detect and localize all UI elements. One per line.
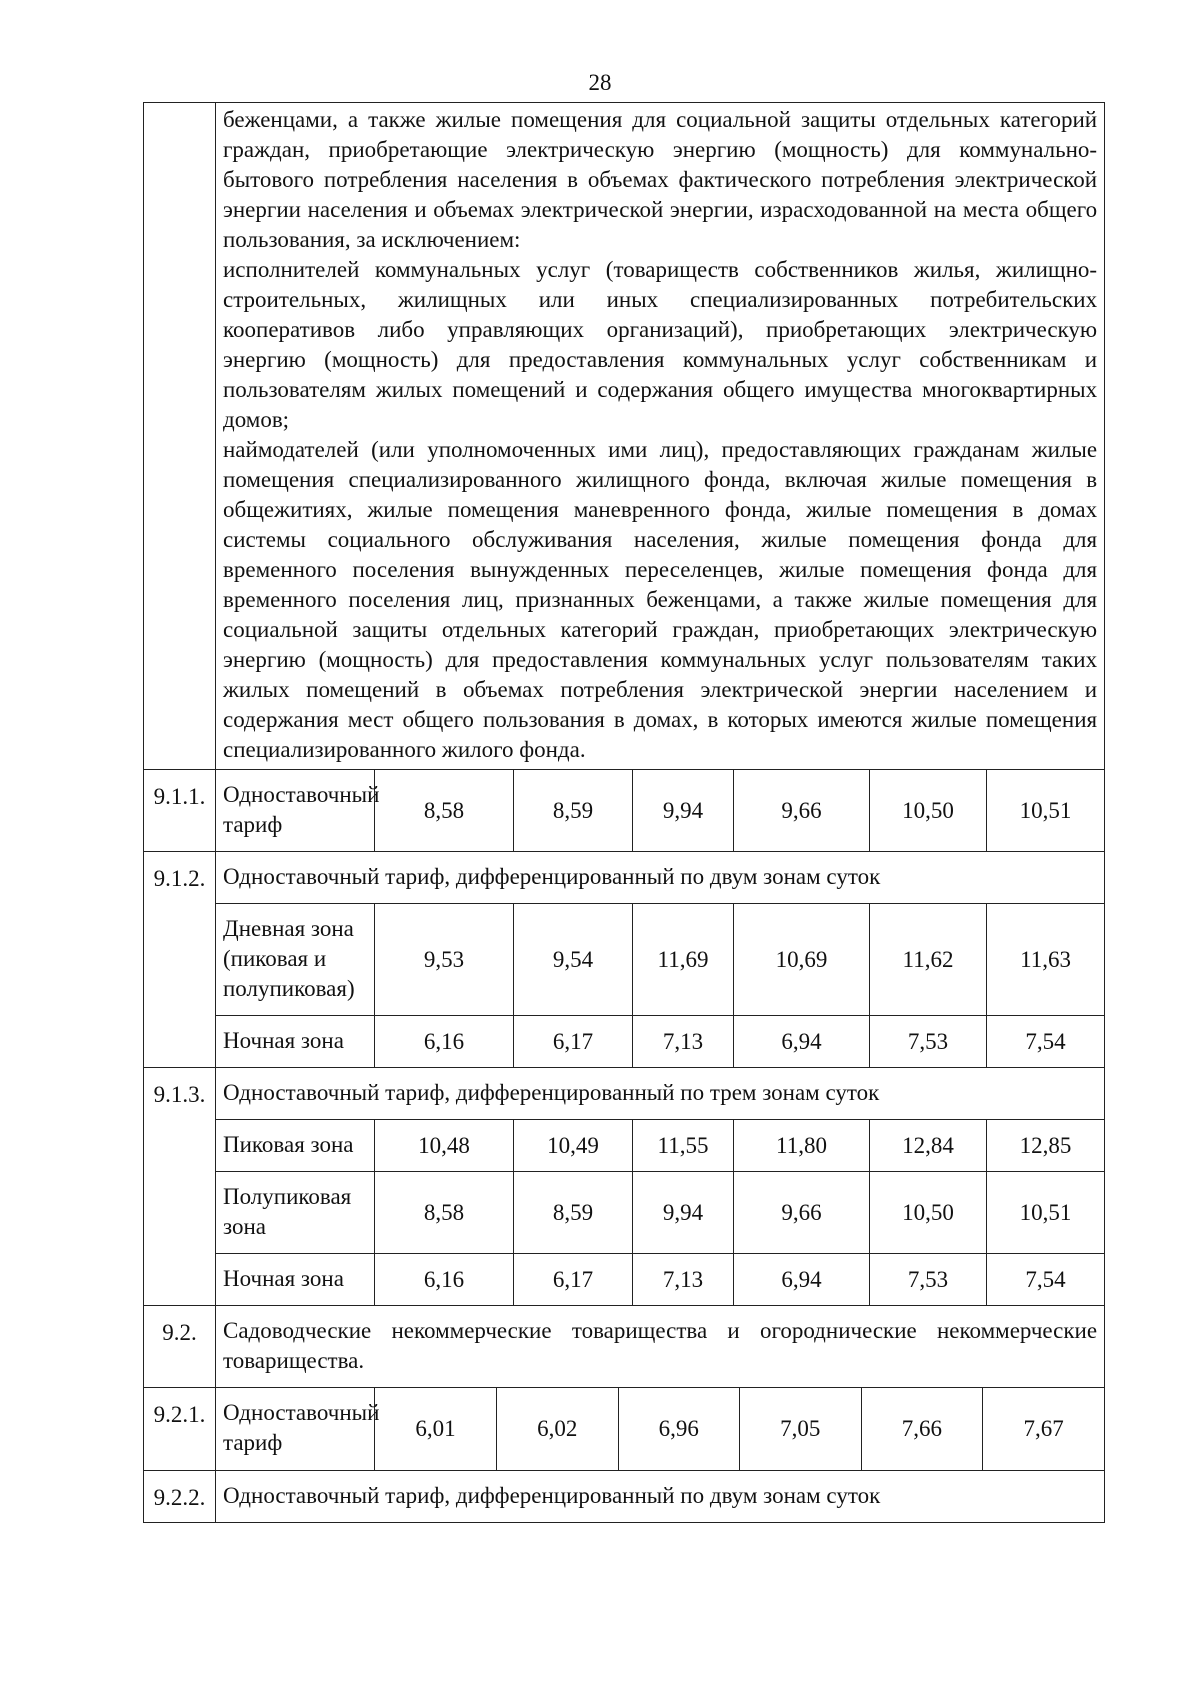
values-group [375, 1388, 1105, 1471]
row-9-1-2-night [144, 1016, 1105, 1068]
value-cell: 8,59 [514, 770, 633, 852]
value-cell: 6,96 [618, 1388, 740, 1470]
value-cell: 10,49 [514, 1120, 633, 1172]
value-cell: 8,58 [375, 770, 514, 852]
row-9-1-2-header [144, 852, 1105, 904]
row-label: Одноставочный тариф [216, 1388, 375, 1471]
value-cell: 7,13 [633, 1254, 734, 1306]
row-9-1-3-night [144, 1254, 1105, 1306]
value-cell: 9,94 [633, 770, 734, 852]
value-cell: 6,16 [375, 1254, 514, 1306]
value-cell: 9,94 [633, 1172, 734, 1254]
continuation-row [144, 103, 1105, 770]
value-cell: 7,67 [983, 1388, 1105, 1470]
row-9-1-3-peak [144, 1120, 1105, 1172]
intro-paragraph: наймодателей (или уполномоченных ими лиц), предоставляющих гражданам жилые помещения специализированного жилищного фонда, включая жилые помещения в общежитиях, жилые помещения маневренного фонда, жилые помещения в домах системы социального обслуживания населения, жилые помещения фонда для временного поселения вынужденных переселенцев, жилые помещения фонда для временного поселения лиц, признанных беженцами, а также жилые помещения для социальной защиты отдельных категорий граждан, приобретающих электрическую энергию (мощность) для предоставления коммунальных услуг пользователям таких жилых помещений в объемах потребления электрической энергии населением и содержания мест общего пользования в домах, в которых имеются жилые помещения специализированного жилого фонда. [223, 437, 1098, 762]
value-cell: 6,94 [734, 1254, 870, 1306]
section-text [216, 1306, 1105, 1388]
row-label: Ночная зона [216, 1016, 375, 1068]
row-number: 9.1.3. [144, 1068, 216, 1306]
row-9-2-1 [144, 1388, 1105, 1471]
row-number: 9.1.2. [144, 852, 216, 1068]
value-cell: 11,80 [734, 1120, 870, 1172]
row-label: Полупиковая зона [216, 1172, 375, 1254]
value-cell: 7,53 [870, 1254, 987, 1306]
value-cell: 6,94 [734, 1016, 870, 1068]
value-cell: 7,66 [861, 1388, 983, 1470]
row-9-2 [144, 1306, 1105, 1388]
row-label: Дневная зона (пиковая и полупиковая) [216, 904, 375, 1016]
row-9-1-3-semi [144, 1172, 1105, 1254]
value-cell: 6,02 [497, 1388, 619, 1470]
value-cell: 7,53 [870, 1016, 987, 1068]
value-cell: 12,85 [987, 1120, 1105, 1172]
value-cell: 8,59 [514, 1172, 633, 1254]
value-cell: 11,69 [633, 904, 734, 1016]
value-cell: 11,55 [633, 1120, 734, 1172]
value-cell: 10,51 [987, 1172, 1105, 1254]
value-cell: 12,84 [870, 1120, 987, 1172]
value-cell: 7,05 [740, 1388, 862, 1470]
values-inner-table [375, 1388, 1104, 1470]
value-cell: 10,48 [375, 1120, 514, 1172]
value-cell: 9,54 [514, 904, 633, 1016]
value-cell: 6,17 [514, 1254, 633, 1306]
row-9-1-2-day [144, 904, 1105, 1016]
row-number: 9.2.2. [144, 1471, 216, 1523]
row-label: Пиковая зона [216, 1120, 375, 1172]
value-cell: 9,66 [734, 1172, 870, 1254]
intro-paragraph: исполнителей коммунальных услуг (товариществ собственников жилья, жилищно-строительных, жилищных или иных специализированных потребительских кооперативов либо управляющих организаций), приобретающих электрическую энергию (мощность) для предоставления коммунальных услуг собственникам и пользователям жилых помещений и содержания общего имущества многоквартирных домов; [223, 257, 1098, 432]
value-cell: 11,63 [987, 904, 1105, 1016]
row-9-2-2-header [144, 1471, 1105, 1523]
continuation-text-cell [216, 103, 1105, 770]
value-cell: 6,17 [514, 1016, 633, 1068]
section-header: Одноставочный тариф, дифференцированный по трем зонам суток [216, 1068, 1105, 1120]
value-cell: 10,50 [870, 1172, 987, 1254]
row-number: 9.2. [144, 1306, 216, 1388]
page-number: 28 [588, 70, 612, 95]
value-cell: 6,16 [375, 1016, 514, 1068]
value-cell: 10,50 [870, 770, 987, 852]
value-cell: 10,51 [987, 770, 1105, 852]
value-cell: 7,13 [633, 1016, 734, 1068]
row-label: Ночная зона [216, 1254, 375, 1306]
section-header: Одноставочный тариф, дифференцированный по двум зонам суток [216, 1471, 1105, 1523]
continuation-num-cell [144, 103, 216, 770]
value-cell: 9,53 [375, 904, 514, 1016]
row-9-1-1 [144, 770, 1105, 852]
value-cell: 7,54 [987, 1254, 1105, 1306]
row-label: Одноставочный тариф [216, 770, 375, 852]
section-text-paragraph: Садоводческие некоммерческие товарищества и огороднические некоммерческие товарищества. [223, 1318, 1098, 1373]
value-cell: 11,62 [870, 904, 987, 1016]
row-9-1-3-header [144, 1068, 1105, 1120]
value-cell: 9,66 [734, 770, 870, 852]
value-cell: 8,58 [375, 1172, 514, 1254]
value-cell: 6,01 [415, 1416, 456, 1441]
value-cell: 7,54 [987, 1016, 1105, 1068]
row-number: 9.1.1. [144, 770, 216, 852]
intro-paragraph: беженцами, а также жилые помещения для социальной защиты отдельных категорий граждан, приобретающие электрическую энергию (мощность) для коммунально-бытового потребления населения в объемах фактического потребления электрической энергии населения и объемах электрической энергии, израсходованной на места общего пользования, за исключением: [223, 107, 1098, 252]
row-number: 9.2.1. [144, 1388, 216, 1471]
tariff-table [143, 102, 1105, 1523]
value-cell: 10,69 [734, 904, 870, 1016]
section-header: Одноставочный тариф, дифференцированный по двум зонам суток [216, 852, 1105, 904]
